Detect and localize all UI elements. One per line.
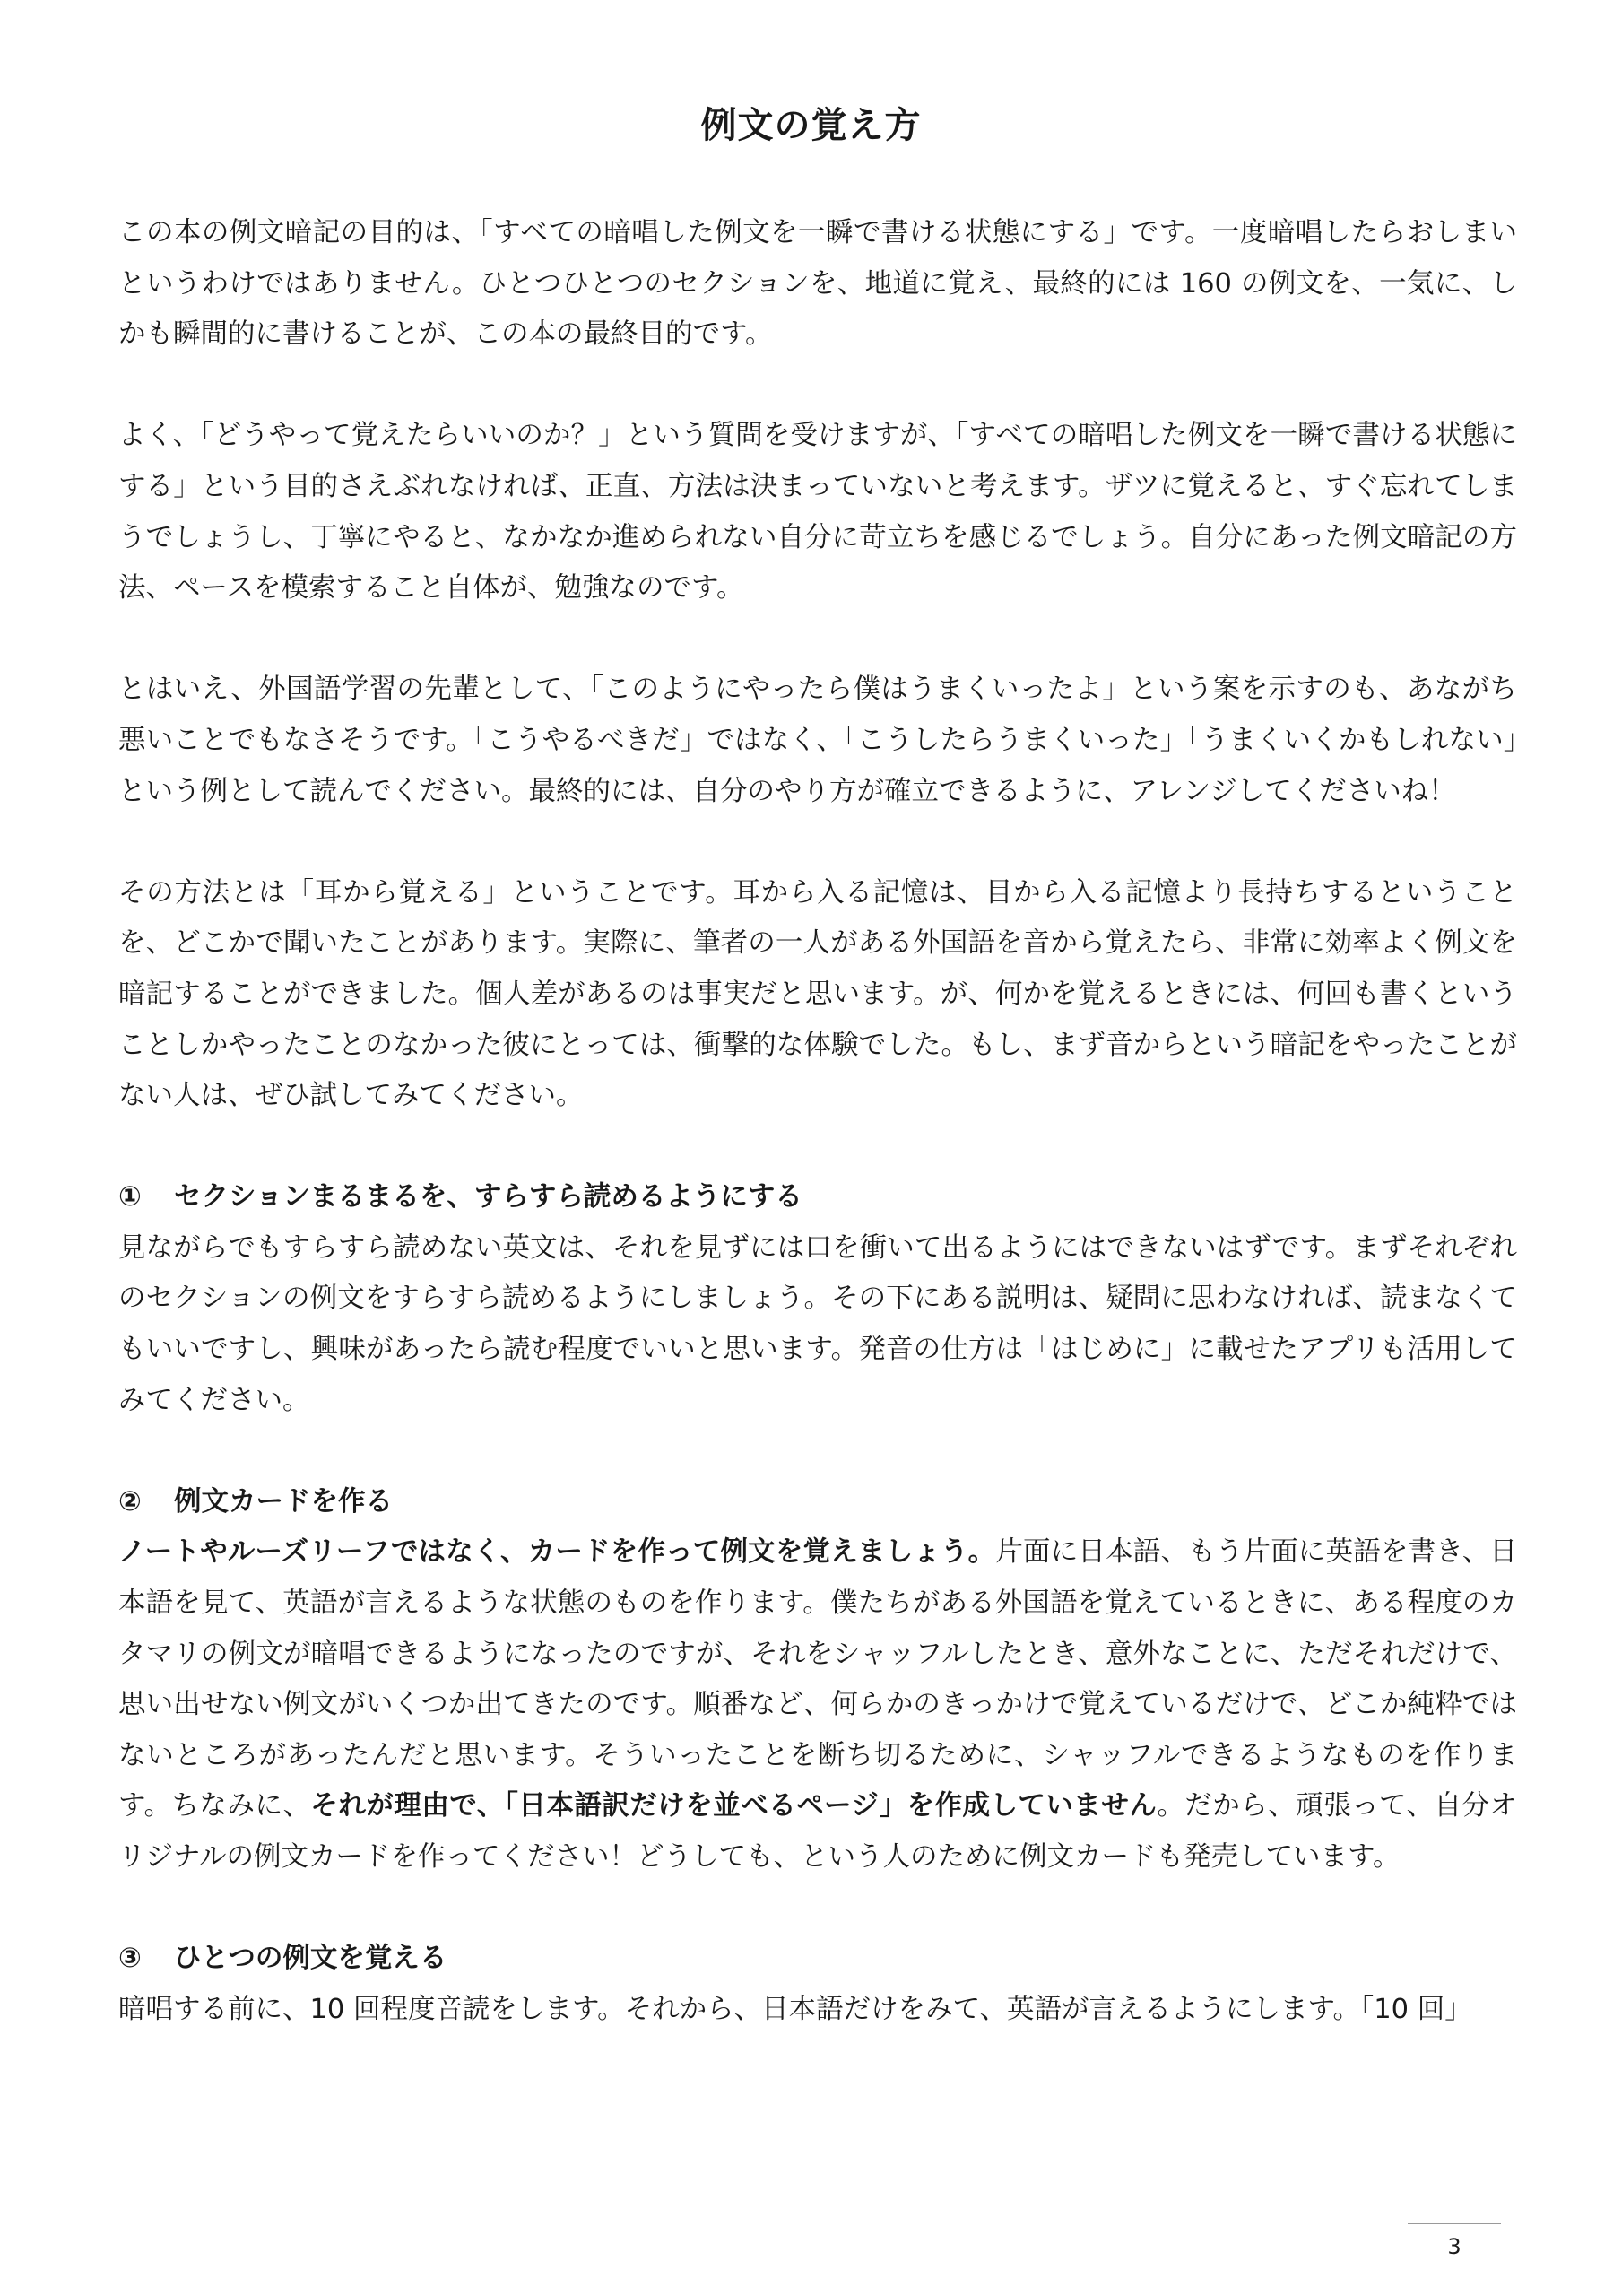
text-run: とはいえ、外国語学習の先輩として、「このようにやったら僕はうまくいったよ」という案を示すのも、あながち悪いことでもなさそうです。「こうやるべきだ」ではなく、「こうしたらうまくいった」「うまくいくかもしれない」という例として読んでください。最終的には、自分のやり方が確立できるように、アレンジしてくださいね！ <box>118 674 1517 807</box>
text-run: 片面に日本語、もう片面に英語を書き、日本語を見て、英語が言えるような状態のものを作ります。僕たちがある外国語を覚えているときに、ある程度のカタマリの例文が暗唱できるようになったのですが、それをシャッフルしたとき、意外なことに、ただそれだけで、思い出せない例文がいくつか出てきたのです。順番など、何らかのきっかけで覚えているだけで、どこか純粋ではないところがあったんだと思います。そういったことを断ち切るために、シャッフルできるようなものを作ります。ちなみに、 <box>118 1536 1517 1822</box>
step-heading-2 <box>118 1477 1517 1528</box>
step-heading-3 <box>118 1934 1517 1985</box>
footer-divider <box>1408 2223 1501 2224</box>
ear-learning-paragraph <box>118 868 1517 1122</box>
advice-paragraph <box>118 665 1517 817</box>
text-run: 暗唱する前に、10 回程度音読をします。それから、日本語だけをみて、英語が言えるようにします。「10 回」 <box>118 1993 1472 2025</box>
intro-paragraph <box>118 208 1517 361</box>
step-2-paragraph <box>118 1527 1517 1883</box>
method-question-paragraph <box>118 411 1517 613</box>
step-number: ① <box>118 1181 142 1213</box>
document-body <box>118 208 1517 2035</box>
text-run: よく、「どうやって覚えたらいいのか？」という質問を受けますが、「すべての暗唱した例文を一瞬で書ける状態にする」という目的さえぶれなければ、正直、方法は決まっていないと考えます。ザツに覚えると、すぐ忘れてしまうでしょうし、丁寧にやると、なかなか進められない自分に苛立ちを感じるでしょう。自分にあった例文暗記の方法、ペースを模索すること自体が、勉強なのです。 <box>118 420 1517 604</box>
emphasis-text: それが理由で、「日本語訳だけを並べるページ」を作成していません <box>310 1790 1158 1822</box>
text-run: 。だから、頑張って、自分オリジナルの例文カードを作ってください！どうしても、という人のために例文カードも発売しています。 <box>118 1790 1517 1873</box>
step-number: ② <box>118 1485 142 1518</box>
text-run: 見ながらでもすらすら読めない英文は、それを見ずには口を衝いて出るようにはできないはずです。まずそれぞれのセクションの例文をすらすら読めるようにしましょう。その下にある説明は、疑問に思わなければ、読まなくてもいいですし、興味があったら読む程度でいいと思います。発音の仕方は「はじめに」に載せたアプリも活用してみてください。 <box>118 1231 1517 1416</box>
page-title: 例文の覚え方 <box>700 105 922 146</box>
emphasis-text: ノートやルーズリーフではなく、カードを作って例文を覚えましょう。 <box>118 1536 996 1569</box>
step-heading-1 <box>118 1172 1517 1223</box>
step-title: ひとつの例文を覚える <box>174 1943 447 1975</box>
text-run: この本の例文暗記の目的は、「すべての暗唱した例文を一瞬で書ける状態にする」です。一度暗唱したらおしまいというわけではありません。ひとつひとつのセクションを、地道に覚え、最終的には 160 の例文を、一気に、しかも瞬間的に書けることが、この本の最終目的です。 <box>118 217 1517 351</box>
text-run: その方法とは「耳から覚える」ということです。耳から入る記憶は、目から入る記憶より長持ちするということを、どこかで聞いたことがあります。実際に、筆者の一人がある外国語を音から覚えたら、非常に効率よく例文を暗記することができました。個人差があるのは事実だと思います。が、何かを覚えるときには、何回も書くということしかやったことのなかった彼にとっては、衝撃的な体験でした。もし、まず音からという暗記をやったことがない人は、ぜひ試してみてください。 <box>118 876 1517 1112</box>
step-title: セクションまるまるを、すらすら読めるようにする <box>174 1181 802 1213</box>
page-number: 3 <box>1447 2234 1462 2259</box>
step-title: 例文カードを作る <box>174 1485 393 1518</box>
step-1-paragraph <box>118 1223 1517 1426</box>
step-3-paragraph <box>118 1985 1517 2036</box>
step-number: ③ <box>118 1943 142 1975</box>
